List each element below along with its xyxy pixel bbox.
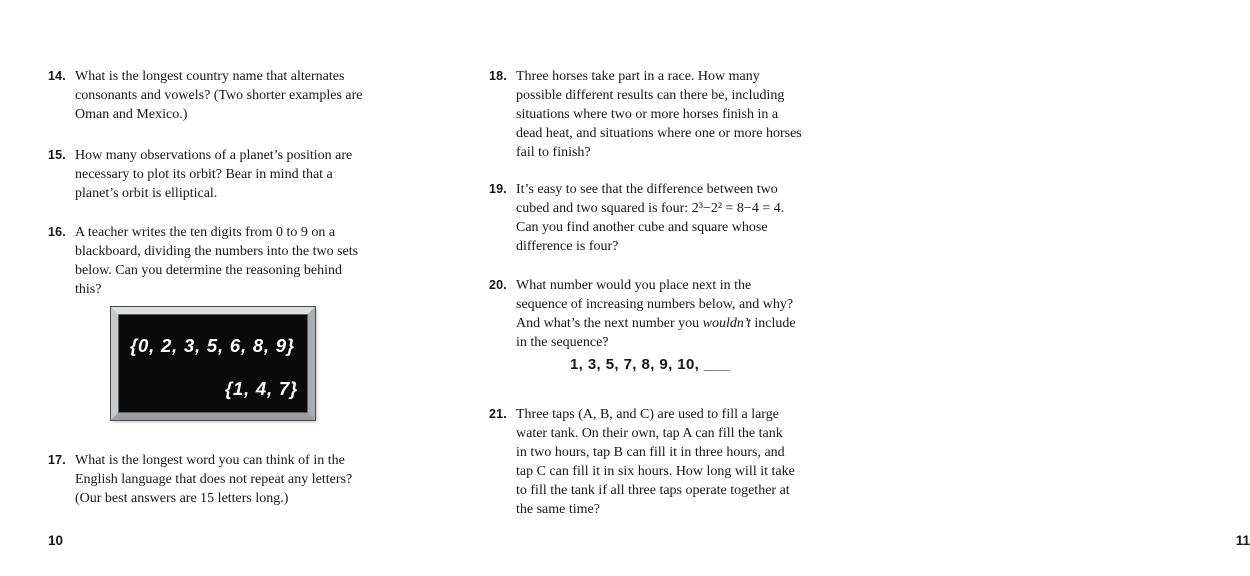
question-text-line: planet’s orbit is elliptical. <box>75 186 218 201</box>
question-text-line: necessary to plot its orbit? Bear in mind that a <box>75 167 333 182</box>
question-text-line: consonants and vowels? (Two shorter examples are <box>75 88 363 103</box>
question-16 <box>48 223 358 299</box>
question-number: 16. <box>48 225 66 239</box>
question-17 <box>48 451 352 508</box>
question-number: 18. <box>489 69 507 83</box>
question-20 <box>489 276 796 352</box>
question-text-line: difference is four? <box>516 239 619 254</box>
question-text-line: water tank. On their own, tap A can fill the tank <box>516 426 783 441</box>
question-text-line: Three taps (A, B, and C) are used to fill a large <box>516 407 779 422</box>
question-text-line: situations where two or more horses finish in a <box>516 107 779 122</box>
question-text-line: Oman and Mexico.) <box>75 107 188 122</box>
question-text-line: Can you find another cube and square whose <box>516 220 768 235</box>
question-14 <box>48 67 363 124</box>
question-text-line: sequence of increasing numbers below, and why? <box>516 297 794 312</box>
question-text <box>75 223 358 299</box>
blackboard-set-bottom: {1, 4, 7} <box>224 378 298 399</box>
question-text-line: tap C can fill it in six hours. How long will it take <box>516 464 795 479</box>
question-number: 14. <box>48 69 66 83</box>
question-text-line: in the sequence? <box>516 335 609 350</box>
question-21 <box>489 405 795 519</box>
page-number-left: 10 <box>48 533 64 548</box>
page-right <box>432 0 1250 576</box>
question-text-line: A teacher writes the ten digits from 0 to 9 on a <box>75 225 336 240</box>
question-15 <box>48 146 352 203</box>
question-text <box>516 180 784 256</box>
page-left <box>0 0 432 576</box>
question-text-line <box>516 314 796 333</box>
question-text-line: possible different results can there be, including <box>516 88 785 103</box>
question-19 <box>489 180 784 256</box>
question-text <box>516 405 795 519</box>
question-text-line: What is the longest country name that alternates <box>75 69 345 84</box>
question-text <box>516 67 802 162</box>
question-text <box>75 146 352 203</box>
page-number-right: 11 <box>1235 533 1250 548</box>
question-text-line: (Our best answers are 15 letters long.) <box>75 491 289 506</box>
question-text-line: fail to finish? <box>516 145 591 160</box>
question-text-line: dead heat, and situations where one or more horses <box>516 126 802 141</box>
question-text <box>75 67 363 124</box>
italic-word: wouldn’t <box>702 316 751 331</box>
question-text <box>516 276 796 352</box>
question-number: 21. <box>489 407 507 421</box>
question-text-line: the same time? <box>516 502 600 517</box>
question-text-line: Three horses take part in a race. How many <box>516 69 760 84</box>
question-text-line: cubed and two squared is four: 2³−2² = 8−4 = 4. <box>516 201 785 216</box>
question-number: 20. <box>489 278 507 292</box>
question-text <box>75 451 352 508</box>
question-18 <box>489 67 802 162</box>
question-text-line: What number would you place next in the <box>516 278 752 293</box>
question-text-line: It’s easy to see that the difference between two <box>516 182 778 197</box>
question-text-line: blackboard, dividing the numbers into the two sets <box>75 244 359 259</box>
question-text-line: below. Can you determine the reasoning behind <box>75 263 342 278</box>
text-segment: include <box>750 316 796 331</box>
blackboard-set-top: {0, 2, 3, 5, 6, 8, 9} <box>130 335 295 356</box>
question-text-line: English language that does not repeat any letters? <box>75 472 353 487</box>
question-number: 17. <box>48 453 66 467</box>
question-text-line: this? <box>75 282 102 297</box>
question-text-line: in two hours, tap B can fill it in three hours, and <box>516 445 785 460</box>
question-text-line: How many observations of a planet’s position are <box>75 148 353 163</box>
question-number: 19. <box>489 182 507 196</box>
text-segment: And what’s the next number you <box>516 316 703 331</box>
blackboard-illustration <box>111 307 315 420</box>
question-text-line: What is the longest word you can think of in the <box>75 453 345 468</box>
question-text-line: to fill the tank if all three taps operate together at <box>516 483 790 498</box>
question-number: 15. <box>48 148 66 162</box>
number-sequence: 1, 3, 5, 7, 8, 9, 10, ___ <box>569 356 731 373</box>
